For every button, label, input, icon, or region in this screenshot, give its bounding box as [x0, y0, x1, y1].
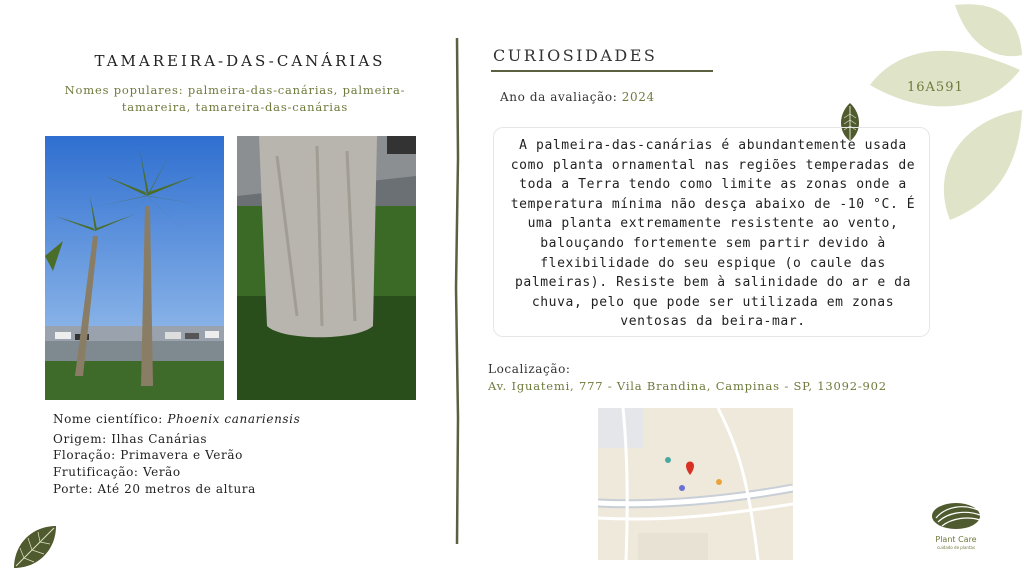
plant-title: TAMAREIRA-DAS-CANÁRIAS	[94, 52, 386, 70]
brand-name: Plant Care	[935, 535, 977, 544]
palm-trees-photo	[45, 136, 224, 400]
location-label: Localização:	[488, 362, 571, 376]
leaf-icon	[10, 522, 60, 572]
fruiting: Frutificação: Verão	[53, 465, 181, 479]
brand-tagline: cuidado de plantas	[936, 545, 976, 550]
scientific-name: Phoenix canariensis	[167, 412, 301, 426]
curiosities-title: CURIOSIDADES	[493, 46, 658, 65]
flowering: Floração: Primavera e Verão	[53, 448, 243, 462]
description-text: A palmeira-das-canárias é abundantemente usada como planta ornamental nas regiões temperadas de toda a Terra tendo como limite as zonas onde a temperatura mínima não desça abaixo de -10 °C. É uma planta extremamente resistente ao vento, balouçando fortemente sem partir devido à flexibilidade do seu espique (o caule das palmeiras). Resiste bem à salinidade do ar e da chuva, pelo que pode ser utilizada em zonas ventosas da beira-mar.	[510, 138, 916, 330]
plant-code: 16A591	[907, 80, 964, 95]
evaluation-year-label: Ano da avaliação:	[500, 90, 618, 104]
size: Porte: Até 20 metros de altura	[53, 482, 256, 496]
palm-trunk-photo	[237, 136, 416, 400]
origin: Origem: Ilhas Canárias	[53, 432, 208, 446]
vertical-divider	[454, 38, 460, 544]
location-address: Av. Iguatemi, 777 - Vila Brandina, Campinas - SP, 13092-902	[488, 379, 887, 393]
plant-care-logo-icon	[920, 500, 992, 534]
scientific-name-label: Nome científico:	[53, 412, 163, 426]
title-underline	[491, 68, 713, 74]
scientific-name-row	[53, 412, 300, 426]
popular-names: Nomes populares: palmeira-das-canárias, palmeira-tamareira, tamareira-das-canárias	[64, 83, 406, 114]
evaluation-year	[500, 90, 655, 104]
evaluation-year-value: 2024	[621, 90, 655, 104]
location-map[interactable]	[598, 408, 793, 560]
